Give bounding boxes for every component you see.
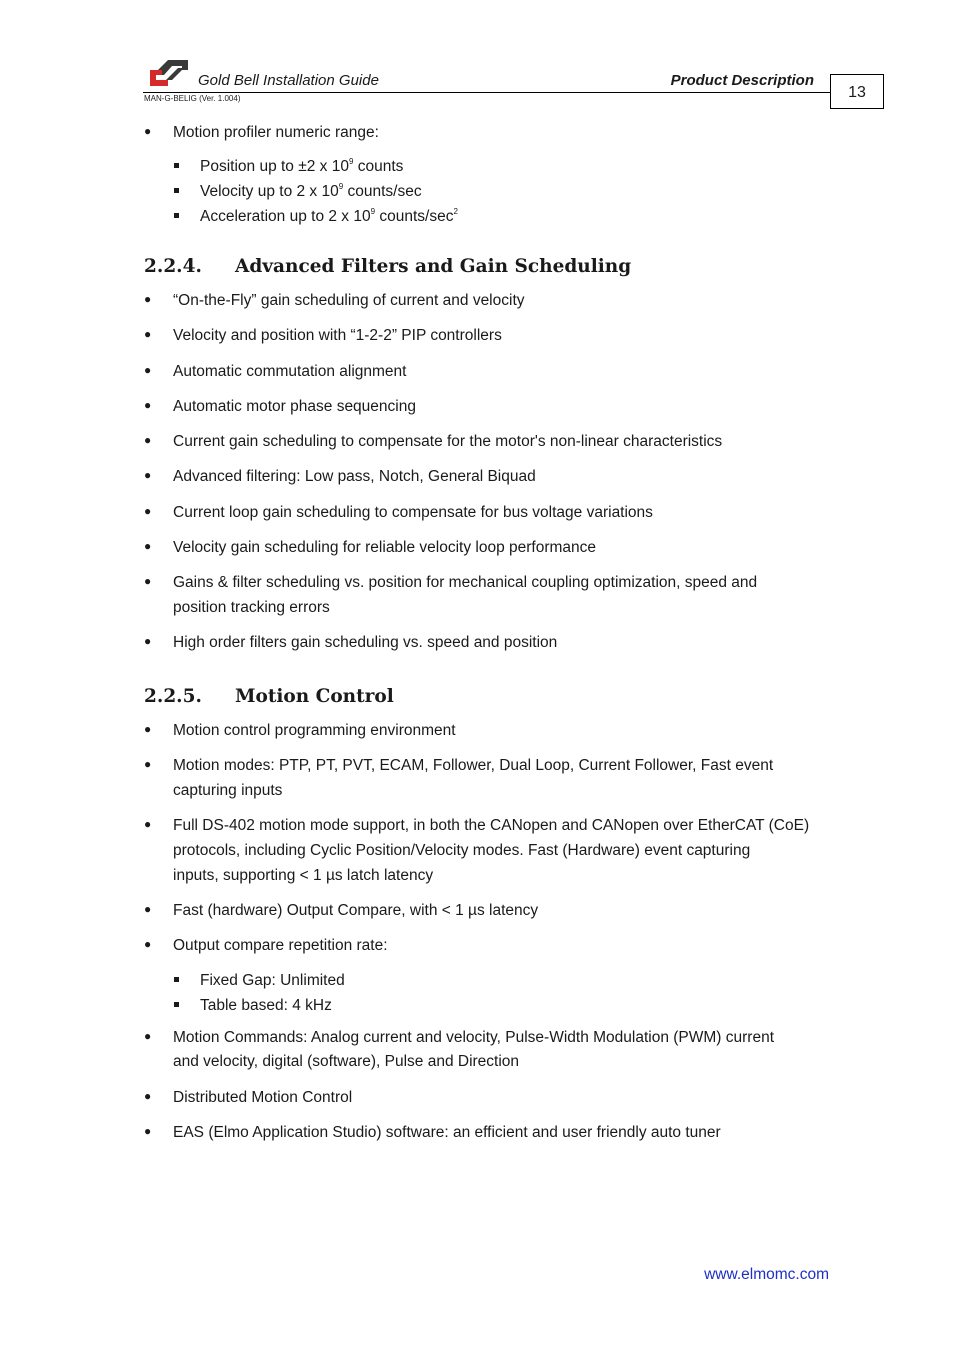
header-section: Product Description	[670, 72, 814, 89]
bullet-icon: ●	[144, 902, 152, 916]
page-number: 13	[830, 74, 884, 109]
list-item: High order filters gain scheduling vs. speed and position	[173, 634, 558, 651]
list-item: Automatic commutation alignment	[173, 363, 407, 380]
list-item-continuation: and velocity, digital (software), Pulse and Direction	[173, 1053, 520, 1070]
list-item: “On-the-Fly” gain scheduling of current and velocity	[173, 292, 525, 309]
bullet-icon: ●	[144, 468, 152, 482]
square-bullet-icon	[174, 213, 179, 218]
document-id: MAN-G-BELIG (Ver. 1.004)	[144, 94, 241, 103]
section-heading: Motion Control	[235, 686, 394, 707]
square-bullet-icon	[174, 163, 179, 168]
list-item: Full DS-402 motion mode support, in both the CANopen and CANopen over EtherCAT (CoE)	[173, 817, 810, 834]
bullet-icon: ●	[144, 757, 152, 771]
sub-list-item: Velocity up to 2 x $10^9$ counts/sec	[200, 182, 422, 200]
bullet-icon: ●	[144, 722, 152, 736]
square-bullet-icon	[174, 188, 179, 193]
bullet-icon: ●	[144, 504, 152, 518]
bullet-icon: ●	[144, 1124, 152, 1138]
list-item: Velocity gain scheduling for reliable velocity loop performance	[173, 539, 597, 556]
sub-list-item: Position up to ±2 x $10^9$ counts	[200, 157, 404, 175]
list-item: Fast (hardware) Output Compare, with < 1 µs latency	[173, 902, 539, 919]
section-number: 2.2.5.	[144, 686, 202, 707]
bullet-icon: ●	[144, 539, 152, 553]
bullet-icon: ●	[144, 574, 152, 588]
list-item: Motion control programming environment	[173, 722, 456, 739]
footer-link[interactable]: www.elmomc.com	[704, 1266, 829, 1283]
sub-list-item: Fixed Gap: Unlimited	[200, 972, 345, 989]
bullet-icon: ●	[144, 398, 152, 412]
bullet-icon: ●	[144, 1089, 152, 1103]
list-item-continuation: capturing inputs	[173, 782, 283, 799]
header-title: Gold Bell Installation Guide	[198, 72, 379, 89]
list-item-continuation: inputs, supporting < 1 µs latch latency	[173, 867, 434, 884]
list-item-continuation: protocols, including Cyclic Position/Velocity modes. Fast (Hardware) event capturing	[173, 842, 751, 859]
list-item: Motion Commands: Analog current and velocity, Pulse-Width Modulation (PWM) current	[173, 1029, 775, 1046]
list-item: Velocity and position with “1-2-2” PIP controllers	[173, 327, 502, 344]
sub-list-item: Table based: 4 kHz	[200, 997, 332, 1014]
list-item: Gains & filter scheduling vs. position for mechanical coupling optimization, speed and	[173, 574, 758, 591]
bullet-icon: ●	[144, 817, 152, 831]
square-bullet-icon	[174, 977, 179, 982]
list-item-continuation: position tracking errors	[173, 599, 330, 616]
list-item: Motion profiler numeric range:	[173, 124, 379, 141]
bullet-icon: ●	[144, 634, 152, 648]
bullet-icon: ●	[144, 327, 152, 341]
bullet-icon: ●	[144, 937, 152, 951]
bullet-icon: ●	[144, 124, 152, 138]
section-number: 2.2.4.	[144, 256, 202, 277]
square-bullet-icon	[174, 1002, 179, 1007]
list-item: EAS (Elmo Application Studio) software: an efficient and user friendly auto tuner	[173, 1124, 721, 1141]
section-heading: Advanced Filters and Gain Scheduling	[235, 256, 632, 277]
list-item: Current loop gain scheduling to compensate for bus voltage variations	[173, 504, 653, 521]
list-item: Advanced filtering: Low pass, Notch, General Biquad	[173, 468, 536, 485]
list-item: Output compare repetition rate:	[173, 937, 388, 954]
elmo-logo-icon	[148, 58, 190, 88]
list-item: Automatic motor phase sequencing	[173, 398, 416, 415]
bullet-icon: ●	[144, 1029, 152, 1043]
list-item: Current gain scheduling to compensate for the motor's non-linear characteristics	[173, 433, 723, 450]
header-rule	[143, 92, 831, 93]
bullet-icon: ●	[144, 292, 152, 306]
list-item: Distributed Motion Control	[173, 1089, 353, 1106]
list-item: Motion modes: PTP, PT, PVT, ECAM, Follower, Dual Loop, Current Follower, Fast event	[173, 757, 774, 774]
bullet-icon: ●	[144, 433, 152, 447]
bullet-icon: ●	[144, 363, 152, 377]
sub-list-item: Acceleration up to 2 x $10^9$ counts/$\sec^2$	[200, 207, 458, 225]
